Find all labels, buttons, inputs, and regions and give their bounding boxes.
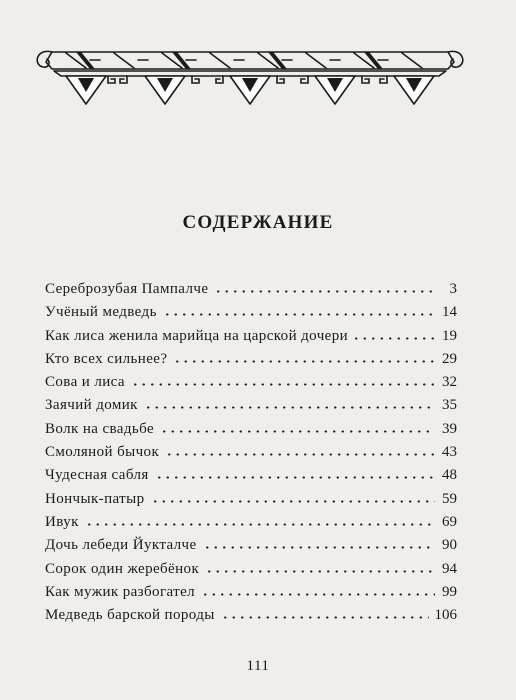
toc-entry-page: 90: [442, 537, 457, 554]
toc-entry-page: 14: [442, 304, 457, 321]
toc-entry: [45, 374, 457, 397]
toc-entry-page: 35: [442, 397, 457, 414]
table-of-contents: [45, 281, 457, 630]
toc-entry-title: Нончык-патыр: [45, 490, 145, 507]
toc-entry-title: Чудесная сабля: [45, 467, 149, 484]
toc-entry: [45, 491, 457, 514]
dot-leader: [352, 337, 437, 340]
ornament-header: [30, 38, 470, 110]
toc-entry-title: Дочь лебеди Йукталче: [45, 537, 197, 554]
toc-entry-title: Заячий домик: [45, 397, 138, 414]
toc-entry-page: 69: [442, 513, 457, 530]
toc-entry: [45, 351, 457, 374]
toc-entry-page: 94: [442, 560, 457, 577]
toc-entry-page: 59: [442, 490, 457, 507]
dot-leader: [85, 523, 435, 526]
toc-entry-title: Как мужик разбогател: [45, 583, 196, 600]
dot-leader: [205, 570, 435, 573]
toc-entry-title: Сорок один жеребёнок: [45, 560, 200, 577]
dot-leader: [151, 500, 436, 503]
toc-entry-page: 99: [442, 583, 457, 600]
toc-entry: [45, 304, 457, 327]
dot-leader: [160, 430, 435, 433]
dot-leader: [221, 616, 429, 619]
toc-entry: [45, 514, 457, 537]
toc-entry-title: Ивук: [45, 513, 79, 530]
dot-leader: [131, 383, 435, 386]
page-title: СОДЕРЖАНИЕ: [182, 212, 334, 233]
toc-entry: [45, 444, 457, 467]
toc-entry: [45, 607, 457, 630]
toc-entry: [45, 561, 457, 584]
toc-entry-title: Сова и лиса: [45, 374, 125, 391]
toc-entry: [45, 584, 457, 607]
toc-entry-title: Кто всех сильнее?: [45, 350, 168, 367]
toc-entry-page: 19: [442, 327, 457, 344]
toc-entry: [45, 397, 457, 420]
dot-leader: [155, 476, 435, 479]
toc-entry-page: 39: [442, 420, 457, 437]
toc-entry: [45, 537, 457, 560]
toc-entry-page: 29: [442, 350, 457, 367]
toc-entry-page: 43: [442, 444, 457, 461]
dot-leader: [203, 546, 435, 549]
dot-leader: [173, 360, 435, 363]
toc-entry-title: Сереброзубая Пампалче: [45, 281, 209, 297]
toc-entry-page: 3: [449, 281, 457, 297]
page-number: 111: [246, 658, 270, 674]
toc-entry: [45, 467, 457, 490]
dot-leader: [163, 313, 435, 316]
toc-entry-title: Волк на свадьбе: [45, 420, 155, 437]
toc-entry-title: Смоляной бычок: [45, 444, 160, 461]
dot-leader: [214, 290, 435, 293]
dot-leader: [165, 453, 435, 456]
toc-entry: [45, 328, 457, 351]
toc-entry-title: Учёный медведь: [45, 304, 157, 321]
toc-entry: [45, 421, 457, 444]
toc-entry: [45, 281, 457, 304]
toc-entry-page: 48: [442, 467, 457, 484]
toc-entry-page: 32: [442, 374, 457, 391]
dot-leader: [144, 406, 435, 409]
dot-leader: [201, 593, 435, 596]
toc-entry-title: Медведь барской породы: [45, 607, 215, 624]
toc-entry-title: Как лиса женила марийца на царской дочери: [45, 327, 349, 344]
toc-entry-page: 106: [434, 607, 457, 624]
